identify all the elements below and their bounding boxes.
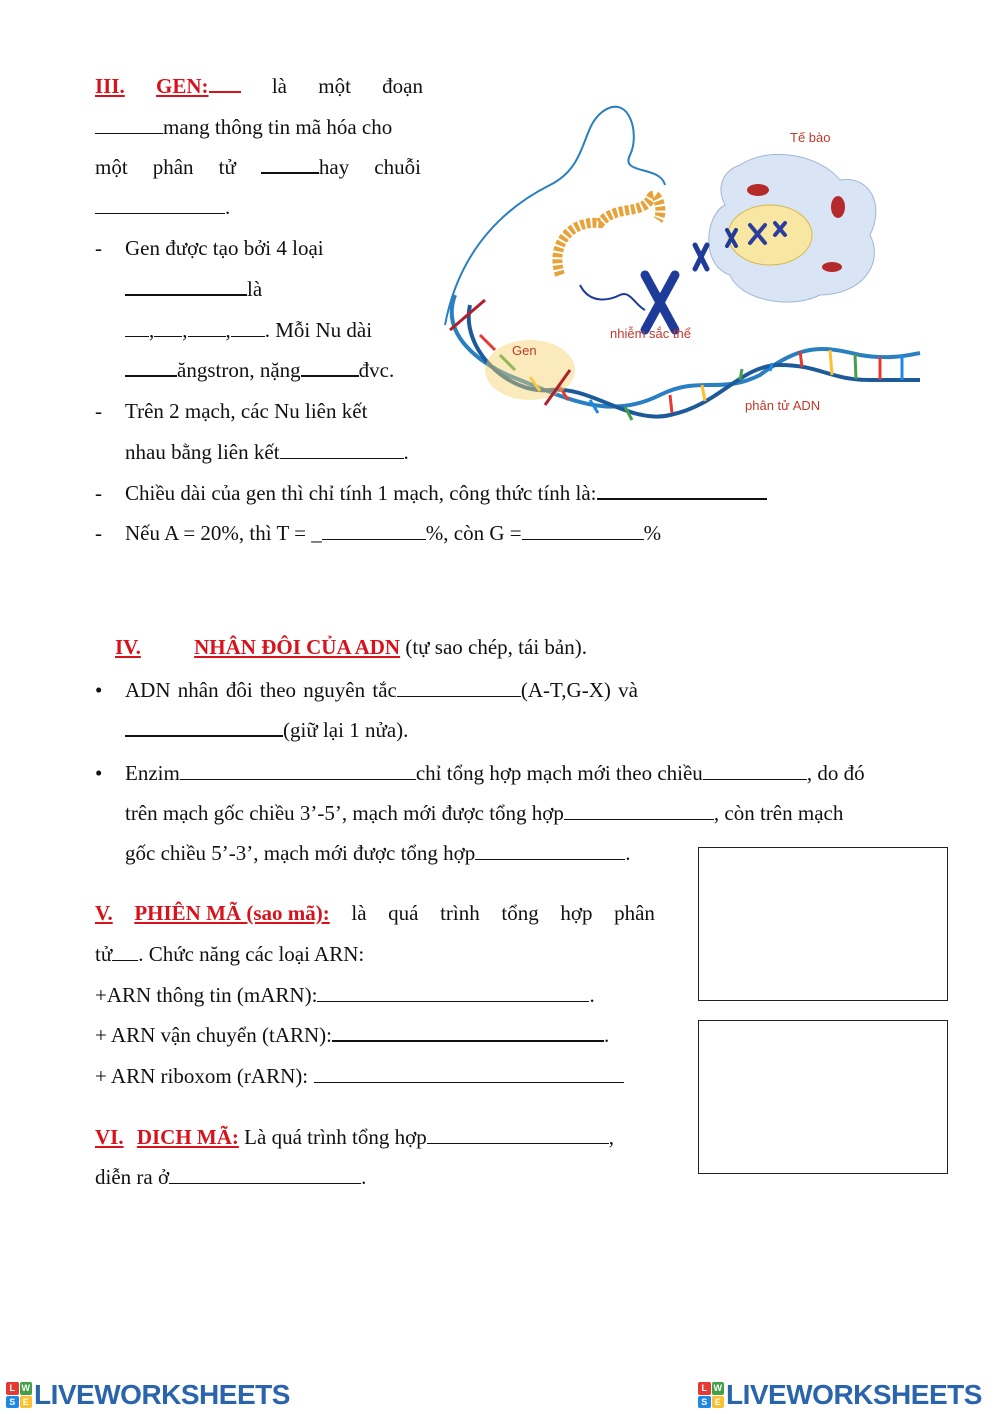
blank-location[interactable] xyxy=(169,1165,361,1184)
section3-bullet1-line4 xyxy=(125,357,394,383)
word: tử xyxy=(218,155,236,179)
liveworksheets-logo-left[interactable] xyxy=(6,1380,290,1410)
section3-bullet4 xyxy=(125,520,661,546)
word: phân xyxy=(152,155,194,179)
text: , còn trên mạch xyxy=(713,801,844,825)
word: là xyxy=(351,901,367,925)
section4-subtitle: (tự sao chép, tái bản). xyxy=(405,635,587,659)
text: Nếu A = 20%, thì T = _ xyxy=(125,521,322,545)
text: (giữ lại 1 nửa). xyxy=(283,718,409,742)
text: diễn ra ở xyxy=(95,1165,170,1189)
chromosome xyxy=(695,245,707,269)
blank-principle[interactable] xyxy=(397,678,521,697)
blank-protein[interactable] xyxy=(427,1125,609,1144)
section6-line1 xyxy=(95,1124,614,1150)
blank-mass[interactable] xyxy=(301,357,359,377)
word: một xyxy=(95,155,128,179)
word: hay xyxy=(318,155,350,179)
blank-nu-type[interactable] xyxy=(125,276,247,296)
word: là xyxy=(271,74,287,98)
sep: , xyxy=(182,318,188,342)
blank-mrna[interactable] xyxy=(317,983,589,1002)
cell-label: Tế bào xyxy=(790,130,831,145)
dna-label: phân tử ADN xyxy=(745,398,821,413)
text: Là quá trình tổng hợp xyxy=(244,1125,427,1149)
blank-gen-3[interactable] xyxy=(95,195,225,214)
blank-formula[interactable] xyxy=(597,480,767,500)
text: . Chức năng các loại ARN: xyxy=(138,942,365,966)
word: một xyxy=(318,74,351,98)
blank-t-percent[interactable] xyxy=(322,521,426,540)
word: tổng xyxy=(501,901,539,925)
text: + ARN riboxom (rARN): xyxy=(95,1064,309,1088)
blank-nu-3[interactable] xyxy=(188,318,226,337)
section3-line3 xyxy=(95,154,421,180)
section6-number: VI. xyxy=(95,1125,124,1149)
bullet-dash: - xyxy=(95,481,102,505)
blank-enzyme[interactable] xyxy=(180,761,416,780)
blank-semi-conservative[interactable] xyxy=(125,717,283,737)
text: . Mỗi Nu dài xyxy=(264,318,373,342)
word: quá xyxy=(388,901,419,925)
section5-mrna xyxy=(95,982,595,1008)
text: chỉ tổng hợp mạch mới theo chiều xyxy=(415,761,703,785)
dna-thread xyxy=(580,285,645,310)
section5-trna xyxy=(95,1022,609,1048)
text: trên mạch gốc chiều 3’-5’, mạch mới được tổng hợp xyxy=(125,801,564,825)
blank-bond[interactable] xyxy=(280,440,404,459)
bullet-dash: - xyxy=(95,236,102,260)
period: . xyxy=(403,440,409,464)
blank-gen-2[interactable] xyxy=(261,154,319,174)
word: phân xyxy=(614,901,655,925)
blank-nu-4[interactable] xyxy=(231,318,265,337)
text: . xyxy=(625,841,631,865)
section3-line1 xyxy=(95,73,423,99)
section5-rrna xyxy=(95,1063,624,1089)
text: +ARN thông tin (mARN): xyxy=(95,983,318,1007)
bullet-dot: • xyxy=(95,761,103,785)
text: ADN nhân đôi theo nguyên tắc xyxy=(125,678,397,702)
nucleus xyxy=(728,205,812,265)
word: trình xyxy=(440,901,480,925)
text: , do đó xyxy=(806,761,865,785)
section4-number: IV. xyxy=(115,635,141,659)
blank-discontinuous[interactable] xyxy=(475,841,625,860)
dna-illustration xyxy=(440,95,930,440)
sep: , xyxy=(225,318,231,342)
chromosome-label: nhiễm sắc thể xyxy=(610,326,691,341)
section3-bullet1-line3 xyxy=(125,317,372,343)
chromatin-fibre xyxy=(557,195,660,275)
dna-thread xyxy=(445,107,665,325)
organelle xyxy=(747,184,769,196)
blank-g-percent[interactable] xyxy=(522,521,644,540)
text: + ARN vận chuyển (tARN): xyxy=(95,1023,332,1047)
blank-nu-2[interactable] xyxy=(154,318,182,337)
section3-bullet2-line2 xyxy=(125,439,409,465)
section4-title: NHÂN ĐÔI CỦA ADN xyxy=(194,635,401,659)
text: gốc chiều 5’-3’, mạch mới được tổng hợp xyxy=(125,841,476,865)
blank-rrna[interactable] xyxy=(314,1064,624,1083)
section6-title: DICH MÃ: xyxy=(136,1125,239,1149)
text: . xyxy=(225,195,231,219)
word: hợp xyxy=(560,901,593,925)
liveworksheets-icon: L W S E xyxy=(6,1382,32,1408)
organelle xyxy=(831,196,845,218)
section3-bullet1-line2 xyxy=(125,276,262,302)
organelle xyxy=(822,262,842,272)
blank-gen-1[interactable] xyxy=(95,115,163,134)
section5-line2 xyxy=(95,941,364,967)
bullet-dot: • xyxy=(95,678,103,702)
blank-continuous[interactable] xyxy=(564,801,714,820)
section3-bullet1: Gen được tạo bởi 4 loại xyxy=(125,236,324,260)
section3-title: GEN: xyxy=(156,74,209,98)
liveworksheets-icon: L W S E xyxy=(698,1382,724,1408)
text: nhau bằng liên kết xyxy=(125,440,280,464)
text: %, còn G = xyxy=(425,521,522,545)
section5-number: V. xyxy=(95,901,113,925)
bullet-dash: - xyxy=(95,521,102,545)
answer-box-1[interactable] xyxy=(698,847,948,1001)
section3-bullet2: Trên 2 mạch, các Nu liên kết xyxy=(125,399,368,423)
text: Chiều dài của gen thì chỉ tính 1 mạch, công thức tính là: xyxy=(125,481,597,505)
text: % xyxy=(643,521,662,545)
section5-title: PHIÊN MÃ (sao mã): xyxy=(134,901,330,925)
blank-trna[interactable] xyxy=(332,1022,604,1042)
word: đoạn xyxy=(382,74,423,98)
text: đvc. xyxy=(358,358,395,382)
blank-direction[interactable] xyxy=(703,761,807,780)
text: (A-T,G-X) và xyxy=(520,678,638,702)
text: Enzim xyxy=(125,761,180,785)
text: . xyxy=(361,1165,367,1189)
section3-line2 xyxy=(95,114,392,140)
text: ăngstron, nặng xyxy=(177,358,301,382)
section4-bullet2-line2 xyxy=(125,800,843,826)
chromosome xyxy=(645,275,675,330)
section3-bullet3 xyxy=(125,480,767,506)
word: chuỗi xyxy=(374,155,421,179)
gene-label: Gen xyxy=(512,343,537,358)
section6-line2 xyxy=(95,1164,366,1190)
answer-box-2[interactable] xyxy=(698,1020,948,1174)
bullet-dash: - xyxy=(95,399,102,423)
blank-length[interactable] xyxy=(125,357,177,377)
text: . xyxy=(603,1023,610,1047)
section4-bullet1 xyxy=(125,677,638,703)
gen-title-blank[interactable] xyxy=(209,73,241,93)
text: mang thông tin mã hóa cho xyxy=(163,115,393,139)
section3-number: III. xyxy=(95,74,125,98)
brand-name: LIVEWORKSHEETS xyxy=(726,1379,982,1410)
section4-bullet2-line3 xyxy=(125,840,631,866)
section4-bullet2 xyxy=(125,760,865,786)
section4-bullet1-line2 xyxy=(125,717,408,743)
section4-heading xyxy=(115,634,587,660)
blank-molecule[interactable] xyxy=(112,942,138,961)
blank-nu-1[interactable] xyxy=(125,318,149,337)
section5-line1 xyxy=(95,900,655,926)
sep: , xyxy=(149,318,155,342)
liveworksheets-logo-right[interactable] xyxy=(698,1380,982,1410)
text: , xyxy=(608,1125,614,1149)
brand-name: LIVEWORKSHEETS xyxy=(34,1379,290,1410)
text: tử xyxy=(95,942,113,966)
text: . xyxy=(589,983,595,1007)
section3-line4 xyxy=(95,194,230,220)
text: là xyxy=(247,277,263,301)
